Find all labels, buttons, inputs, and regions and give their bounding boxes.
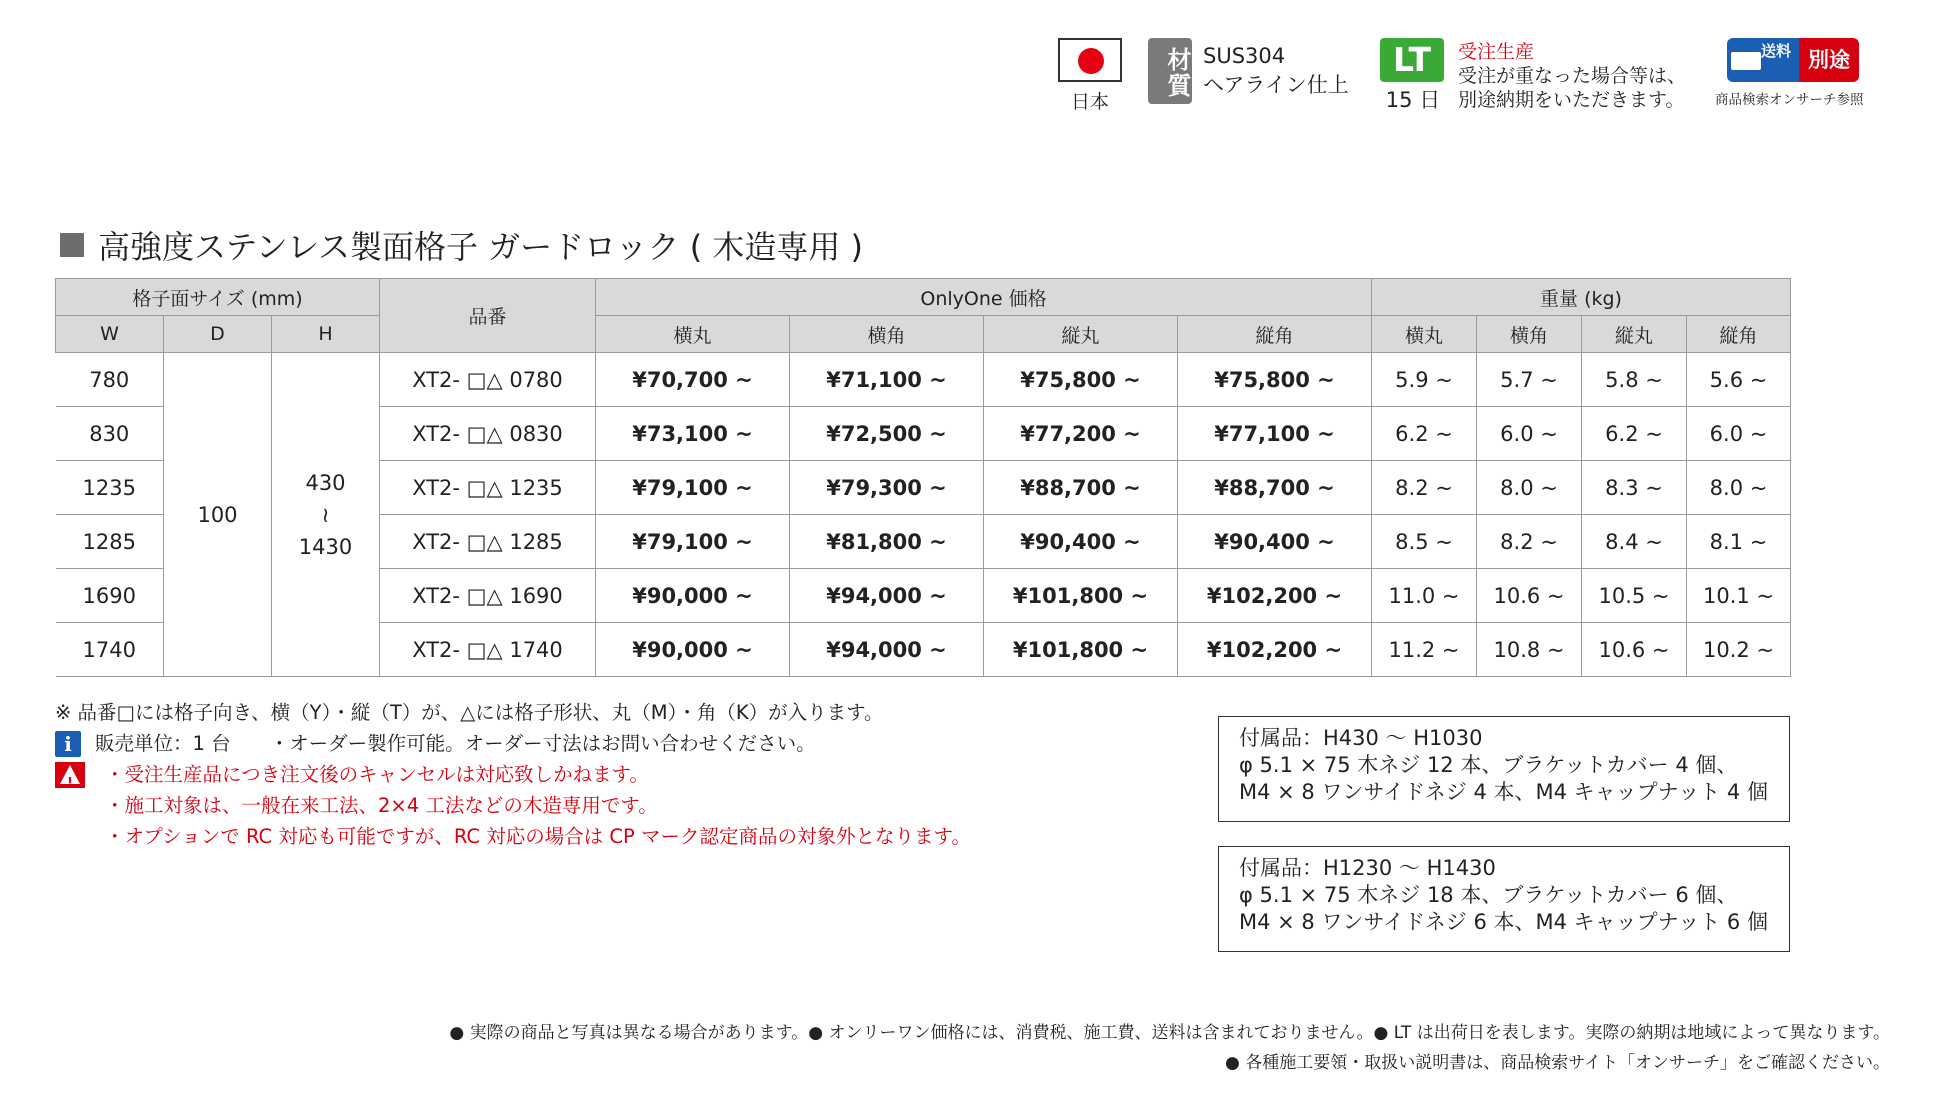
origin-badge — [1055, 38, 1125, 114]
weight-cell: 11.0 ~ — [1372, 569, 1477, 623]
weight-cell: 8.0 ~ — [1687, 461, 1791, 515]
price-group-header: OnlyOne 価格 — [596, 279, 1372, 316]
made-to-order-title: 受注生産 — [1458, 41, 1535, 63]
weight-variant-header: 縦丸 — [1582, 316, 1687, 353]
weight-cell: 8.0 ~ — [1477, 461, 1582, 515]
material-grade: SUS304 — [1203, 44, 1286, 68]
weight-cell: 10.1 ~ — [1687, 569, 1791, 623]
code-note: ※ 品番□には格子向き、横（Y）・縦（T）が、△には格子形状、丸（M）・角（K）が入ります。 — [55, 701, 884, 724]
weight-cell: 11.2 ~ — [1372, 623, 1477, 677]
price-cell: ¥101,800 ~ — [984, 623, 1178, 677]
weight-variant-header: 縦角 — [1687, 316, 1791, 353]
weight-variant-header: 横角 — [1477, 316, 1582, 353]
weight-cell: 10.5 ~ — [1582, 569, 1687, 623]
weight-cell: 5.8 ~ — [1582, 353, 1687, 407]
sales-unit-text: 販売単位：1 台 ・オーダー製作可能。オーダー寸法はお問い合わせください。 — [95, 732, 816, 755]
section-title-text: 高強度ステンレス製面格子 ガードロック ( 木造専用 ) — [98, 228, 864, 266]
d-header: D — [164, 316, 272, 353]
height-max: 1430 — [298, 534, 353, 559]
accessory-box — [1218, 716, 1790, 822]
accessory-line: M4 × 8 ワンサイドネジ 4 本、M4 キャップナット 4 個 — [1239, 780, 1768, 804]
accessory-line: φ 5.1 × 75 木ネジ 18 本、ブラケットカバー 6 個、 — [1239, 883, 1738, 907]
notes-section — [55, 697, 971, 852]
weight-cell: 8.4 ~ — [1582, 515, 1687, 569]
w-header: W — [56, 316, 164, 353]
accessory-line: M4 × 8 ワンサイドネジ 6 本、M4 キャップナット 6 個 — [1239, 910, 1768, 934]
price-cell: ¥77,200 ~ — [984, 407, 1178, 461]
weight-cell: 10.6 ~ — [1582, 623, 1687, 677]
weight-cell: 10.6 ~ — [1477, 569, 1582, 623]
weight-cell: 6.0 ~ — [1477, 407, 1582, 461]
lt-icon: LT — [1380, 38, 1444, 82]
price-cell: ¥88,700 ~ — [984, 461, 1178, 515]
warning-text: ・施工対象は、一般在来工法、2×4 工法などの木造専用です。 — [105, 794, 658, 817]
price-cell: ¥75,800 ~ — [984, 353, 1178, 407]
h-header: H — [272, 316, 380, 353]
weight-cell: 8.5 ~ — [1372, 515, 1477, 569]
product-code: XT2- □△ 0780 — [380, 353, 596, 407]
price-cell: ¥70,700 ~ — [596, 353, 790, 407]
weight-variant-header: 横丸 — [1372, 316, 1477, 353]
height-range-cell — [272, 353, 380, 677]
price-variant-header: 横角 — [790, 316, 984, 353]
accessory-box — [1218, 846, 1790, 952]
warning-note — [55, 759, 971, 790]
product-code: XT2- □△ 0830 — [380, 407, 596, 461]
made-to-order-line: 受注が重なった場合等は、 — [1458, 65, 1687, 87]
weight-cell: 8.2 ~ — [1372, 461, 1477, 515]
weight-cell: 8.3 ~ — [1582, 461, 1687, 515]
shipping-note: 商品検索オンサーチ参照 — [1715, 92, 1864, 108]
code-header: 品番 — [380, 279, 596, 353]
price-cell: ¥90,400 ~ — [1178, 515, 1372, 569]
price-cell: ¥79,300 ~ — [790, 461, 984, 515]
price-cell: ¥90,000 ~ — [596, 623, 790, 677]
lead-time-badge — [1378, 38, 1448, 114]
price-variant-header: 縦角 — [1178, 316, 1372, 353]
table-row — [56, 353, 1791, 407]
product-code: XT2- □△ 1690 — [380, 569, 596, 623]
width-cell: 780 — [56, 353, 164, 407]
shipping-icon — [1727, 38, 1859, 82]
material-icon: 材質 — [1148, 38, 1192, 104]
truck-icon — [1731, 52, 1761, 70]
lt-days: 15 日 — [1385, 88, 1441, 112]
weight-cell: 6.2 ~ — [1582, 407, 1687, 461]
japan-flag-icon — [1058, 38, 1122, 82]
price-cell: ¥75,800 ~ — [1178, 353, 1372, 407]
weight-cell: 8.1 ~ — [1687, 515, 1791, 569]
shipping-badge — [1715, 38, 1875, 108]
price-cell: ¥102,200 ~ — [1178, 569, 1372, 623]
weight-cell: 6.0 ~ — [1687, 407, 1791, 461]
title-square-icon — [60, 233, 84, 257]
height-min: 430 — [305, 470, 346, 495]
warning-note — [55, 821, 971, 852]
section-title — [60, 222, 863, 268]
sales-unit-note — [55, 728, 971, 759]
weight-cell: 6.2 ~ — [1372, 407, 1477, 461]
price-cell: ¥81,800 ~ — [790, 515, 984, 569]
price-cell: ¥72,500 ~ — [790, 407, 984, 461]
material-finish: ヘアライン仕上 — [1203, 73, 1349, 97]
product-code: XT2- □△ 1235 — [380, 461, 596, 515]
warning-icon — [55, 762, 85, 788]
info-icon: i — [55, 731, 81, 757]
made-to-order-line: 別途納期をいただきます。 — [1458, 89, 1685, 111]
width-cell: 1235 — [56, 461, 164, 515]
price-cell: ¥94,000 ~ — [790, 623, 984, 677]
price-cell: ¥90,000 ~ — [596, 569, 790, 623]
price-cell: ¥101,800 ~ — [984, 569, 1178, 623]
size-group-header: 格子面サイズ (mm) — [56, 279, 380, 316]
price-cell: ¥88,700 ~ — [1178, 461, 1372, 515]
price-variant-header: 横丸 — [596, 316, 790, 353]
depth-cell: 100 — [164, 353, 272, 677]
weight-cell: 5.6 ~ — [1687, 353, 1791, 407]
warning-text: ・オプションで RC 対応も可能ですが、RC 対応の場合は CP マーク認定商品の対象外となります。 — [105, 825, 971, 848]
weight-cell: 10.8 ~ — [1477, 623, 1582, 677]
accessory-line: φ 5.1 × 75 木ネジ 12 本、ブラケットカバー 4 個、 — [1239, 753, 1738, 777]
price-cell: ¥102,200 ~ — [1178, 623, 1372, 677]
weight-cell: 10.2 ~ — [1687, 623, 1791, 677]
price-cell: ¥94,000 ~ — [790, 569, 984, 623]
price-cell: ¥90,400 ~ — [984, 515, 1178, 569]
weight-cell: 5.7 ~ — [1477, 353, 1582, 407]
origin-label: 日本 — [1070, 91, 1109, 113]
accessory-title: 付属品：H1230 ～ H1430 — [1239, 856, 1496, 880]
height-range-mark: ≀ — [321, 502, 330, 527]
product-code: XT2- □△ 1740 — [380, 623, 596, 677]
material-badge — [1148, 38, 1368, 108]
price-cell: ¥79,100 ~ — [596, 515, 790, 569]
weight-group-header: 重量 (kg) — [1372, 279, 1791, 316]
price-variant-header: 縦丸 — [984, 316, 1178, 353]
width-cell: 1690 — [56, 569, 164, 623]
price-cell: ¥77,100 ~ — [1178, 407, 1372, 461]
product-code: XT2- □△ 1285 — [380, 515, 596, 569]
material-text — [1203, 42, 1349, 100]
accessory-title: 付属品：H430 ～ H1030 — [1239, 726, 1483, 750]
width-cell: 1285 — [56, 515, 164, 569]
width-cell: 1740 — [56, 623, 164, 677]
weight-cell: 5.9 ~ — [1372, 353, 1477, 407]
price-cell: ¥73,100 ~ — [596, 407, 790, 461]
width-cell: 830 — [56, 407, 164, 461]
price-cell: ¥79,100 ~ — [596, 461, 790, 515]
weight-cell: 8.2 ~ — [1477, 515, 1582, 569]
warning-note — [55, 790, 971, 821]
made-to-order-note — [1458, 40, 1708, 112]
warning-text: ・受注生産品につき注文後のキャンセルは対応致しかねます。 — [105, 763, 650, 786]
price-cell: ¥71,100 ~ — [790, 353, 984, 407]
footer-line: ● 各種施工要領・取扱い説明書は、商品検索サイト「オンサーチ」をご確認ください。 — [1224, 1053, 1890, 1073]
shipping-label: 送料 — [1761, 42, 1792, 60]
price-table — [55, 278, 1791, 677]
footer-line: ● 実際の商品と写真は異なる場合があります。● オンリーワン価格には、消費税、施工費、送料は含まれておりません。● LT は出荷日を表します。実際の納期は地域によって異なります。 — [449, 1023, 1890, 1043]
shipping-separate-label: 別途 — [1799, 38, 1859, 82]
footer-notes — [449, 1018, 1890, 1078]
